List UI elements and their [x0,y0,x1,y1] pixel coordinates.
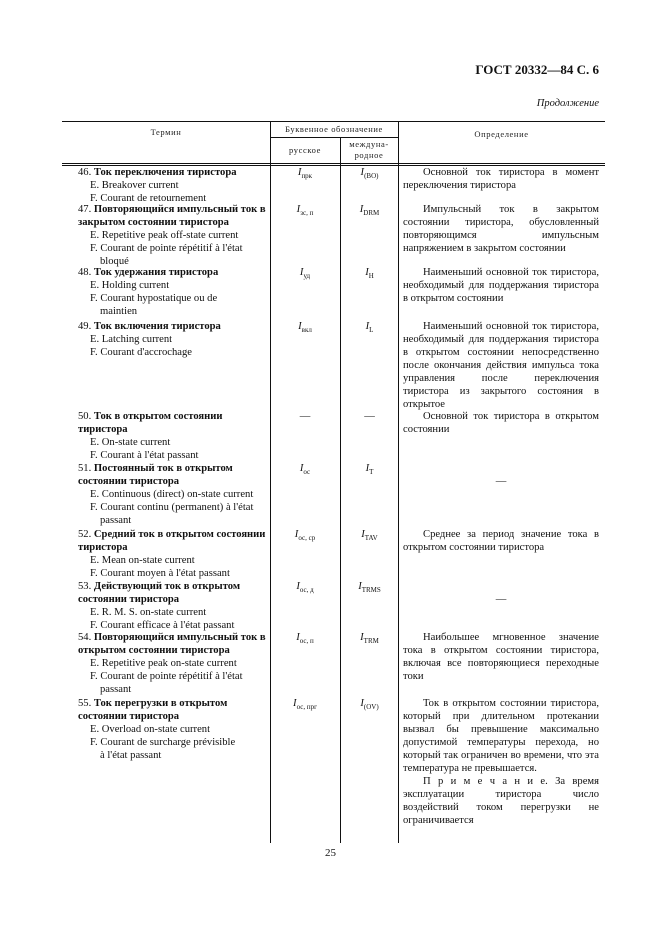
term-french: F. Courant moyen à l'état passant [90,568,230,579]
international-symbol: — [364,411,375,422]
term-number: 54. [78,632,92,643]
symbol-letter: I [365,463,370,474]
symbol-letter: I [360,632,364,643]
russian-symbol [270,462,340,479]
symbol-subscript: TAV [364,534,378,543]
term-french: F. Courant de pointe répétitif à l'état [90,243,243,254]
term-title: Постоянный ток в открытом состоянии тиристора [78,463,233,487]
term-french-cont: passant [100,684,132,695]
header-term: Термин [150,127,182,137]
definition-cell [403,266,599,305]
term-english: E. Overload on-state current [90,724,211,735]
term-cell [78,631,268,696]
column-divider [270,121,271,843]
term-english: E. R. M. S. on-state current [90,607,207,618]
symbol-letter: I [298,321,302,332]
term-french-cont: maintien [100,306,138,317]
definition-text: Наименьший основной ток тиристора, необходимый для поддержания тиристора в открытом состоянии [403,267,599,304]
definition-cell [403,697,599,827]
symbol-letter: I [296,581,300,592]
term-cell [78,203,268,268]
term-title: Ток включения тиристора [93,321,221,332]
term-french: F. Courant hypostatique ou de [90,293,218,304]
symbol-subscript: вкл [301,326,312,335]
term-title: Ток перегрузки в открытом состоянии тиристора [78,698,228,722]
international-symbol [341,266,398,283]
term-english: E. Continuous (direct) on-state current [90,489,254,500]
column-divider [340,137,341,843]
term-french: F. Courant efficace à l'état passant [90,620,235,631]
term-english: E. Holding current [90,280,170,291]
term-english: E. Repetitive peak off-state current [90,230,239,241]
definition-text: Наибольшее мгновенное значение тока в открытом состоянии тиристора, включая все повторяющиеся переходные токи [403,632,599,682]
international-symbol [341,631,398,648]
international-symbol [341,462,398,479]
russian-symbol: — [299,411,311,422]
column-divider [398,121,399,843]
symbol-letter: I [299,267,304,278]
term-french-cont: passant [100,515,132,526]
term-number: 48. [78,267,92,278]
symbol-subscript: T [369,468,374,477]
table-top-border [62,121,605,122]
term-cell [78,528,268,580]
symbol-letter: I [365,267,369,278]
russian-symbol [270,580,340,597]
symbol-letter: I [294,529,299,540]
definition-text: — [495,476,507,487]
term-title: Ток удержания тиристора [93,267,219,278]
term-title: Действующий ток в открытом состоянии тиристора [78,581,241,605]
definition-text: Импульсный ток в закрытом состоянии тиристора, обусловленный повторяющимся импульсным напряжением в закрытом состоянии [403,204,599,254]
definition-cell [403,166,599,192]
term-french-cont: bloqué [100,256,129,267]
term-number: 52. [78,529,92,540]
definition-note: П р и м е ч а н и е. За время эксплуатации тиристора число воздействий током перегрузки не ограничивается [403,776,599,826]
symbol-letter: I [360,698,364,709]
term-title: Ток в открытом состоянии тиристора [78,411,223,435]
symbol-letter: I [296,204,301,215]
term-french: F. Courant de pointe répétitif à l'état [90,671,243,682]
symbol-letter: I [360,167,365,178]
symbol-letter: I [293,698,297,709]
symbol-letter: I [361,529,365,540]
international-symbol [341,320,398,337]
russian-symbol [270,320,340,337]
definition-cell [403,462,599,488]
term-french: F. Courant continu (permanent) à l'état [90,502,254,513]
continuation-label: Продолжение [536,98,599,109]
definition-cell [403,528,599,554]
russian-symbol [270,697,340,714]
international-symbol [341,580,398,597]
term-cell [78,166,268,205]
international-symbol [341,166,398,183]
header-russian: русское [289,145,321,155]
russian-symbol [270,166,340,183]
symbol-subscript: (OV) [363,703,379,712]
term-english: E. Mean on-state current [90,555,195,566]
term-cell [78,697,268,762]
header-letter: Буквенное обозначение [285,124,383,134]
header-definition: Определение [474,129,529,139]
russian-symbol [270,203,340,220]
symbol-subscript: (BO) [364,172,379,181]
definition-cell [403,631,599,683]
definition-text: Основной ток тиристора в момент переключения тиристора [403,167,599,191]
symbol-subscript: L [369,326,374,335]
international-symbol [341,203,398,220]
definition-text: Ток в открытом состоянии тиристора, который при длительном протекании вызвал бы превышение максимально допустимой температуры перехода, но который так ограничен во времени, что эта температура не превышается. [403,698,599,774]
standard-header: ГОСТ 20332—84 С. 6 [475,62,599,77]
definition-cell [403,320,599,411]
term-french-cont: à l'état passant [100,750,162,761]
page-number: 25 [325,847,336,859]
term-title: Повторяющийся импульсный ток в открытом состоянии тиристора [78,632,266,656]
definition-text: — [495,594,507,605]
term-number: 47. [78,204,92,215]
term-number: 53. [78,581,92,592]
term-number: 49. [78,321,92,332]
symbol-letter: I [358,581,362,592]
definition-cell [403,580,599,606]
term-english: E. Repetitive peak on-state current [90,658,237,669]
symbol-subscript: H [368,272,374,281]
symbol-subscript: уд [303,272,311,281]
definition-text: Основной ток тиристора в открытом состоянии [403,411,599,435]
term-title: Ток переключения тиристора [93,167,237,178]
term-english: E. On-state current [90,437,171,448]
definition-text: Наименьший основной ток тиристора, необходимый для поддержания тиристора в открытом состоянии непосредственно после окончания действия импульса тока управления после переключения тиристора из закрытого состояния в открытое [403,321,599,410]
definition-cell [403,410,599,436]
term-number: 55. [78,698,92,709]
term-french: F. Courant de retournement [90,193,207,204]
definition-cell [403,203,599,255]
symbol-subscript: ос [303,468,311,477]
international-symbol [341,528,398,545]
symbol-subscript: ос, ср [298,534,316,543]
term-title: Повторяющийся импульсный ток в закрытом состоянии тиристора [78,204,266,228]
russian-symbol [270,631,340,648]
term-cell [78,580,268,632]
term-french: F. Courant de surcharge prévisible [90,737,236,748]
symbol-subscript: прк [301,172,313,181]
header-double-line [62,163,605,164]
term-number: 50. [78,411,92,422]
term-cell [78,462,268,527]
symbol-subscript: ос, прг [296,703,317,712]
term-english: E. Latching current [90,334,173,345]
symbol-letter: I [299,463,304,474]
symbol-subscript: ос, д [299,586,314,595]
symbol-subscript: TRM [363,637,379,646]
symbol-letter: I [359,204,364,215]
international-symbol [341,697,398,714]
symbol-subscript: зс, п [300,209,314,218]
term-english: E. Breakover current [90,180,179,191]
symbol-letter: I [365,321,370,332]
russian-symbol [270,266,340,283]
symbol-subscript: DRM [363,209,380,218]
term-number: 46. [78,167,92,178]
symbol-letter: I [297,167,302,178]
term-number: 51. [78,463,92,474]
russian-symbol [270,528,340,545]
term-french: F. Courant d'accrochage [90,347,192,358]
term-cell [78,266,268,318]
term-cell [78,410,268,462]
symbol-letter: I [296,632,300,643]
symbol-subscript: ос, п [299,637,314,646]
definition-text: Среднее за период значение тока в открытом состоянии тиристора [403,529,599,553]
symbol-subscript: TRMS [361,586,381,595]
term-cell [78,320,268,359]
header-divider [270,137,398,138]
term-french: F. Courant à l'état passant [90,450,199,461]
term-title: Средний ток в открытом состоянии тиристора [78,529,266,553]
header-international: междуна-родное [349,139,389,160]
